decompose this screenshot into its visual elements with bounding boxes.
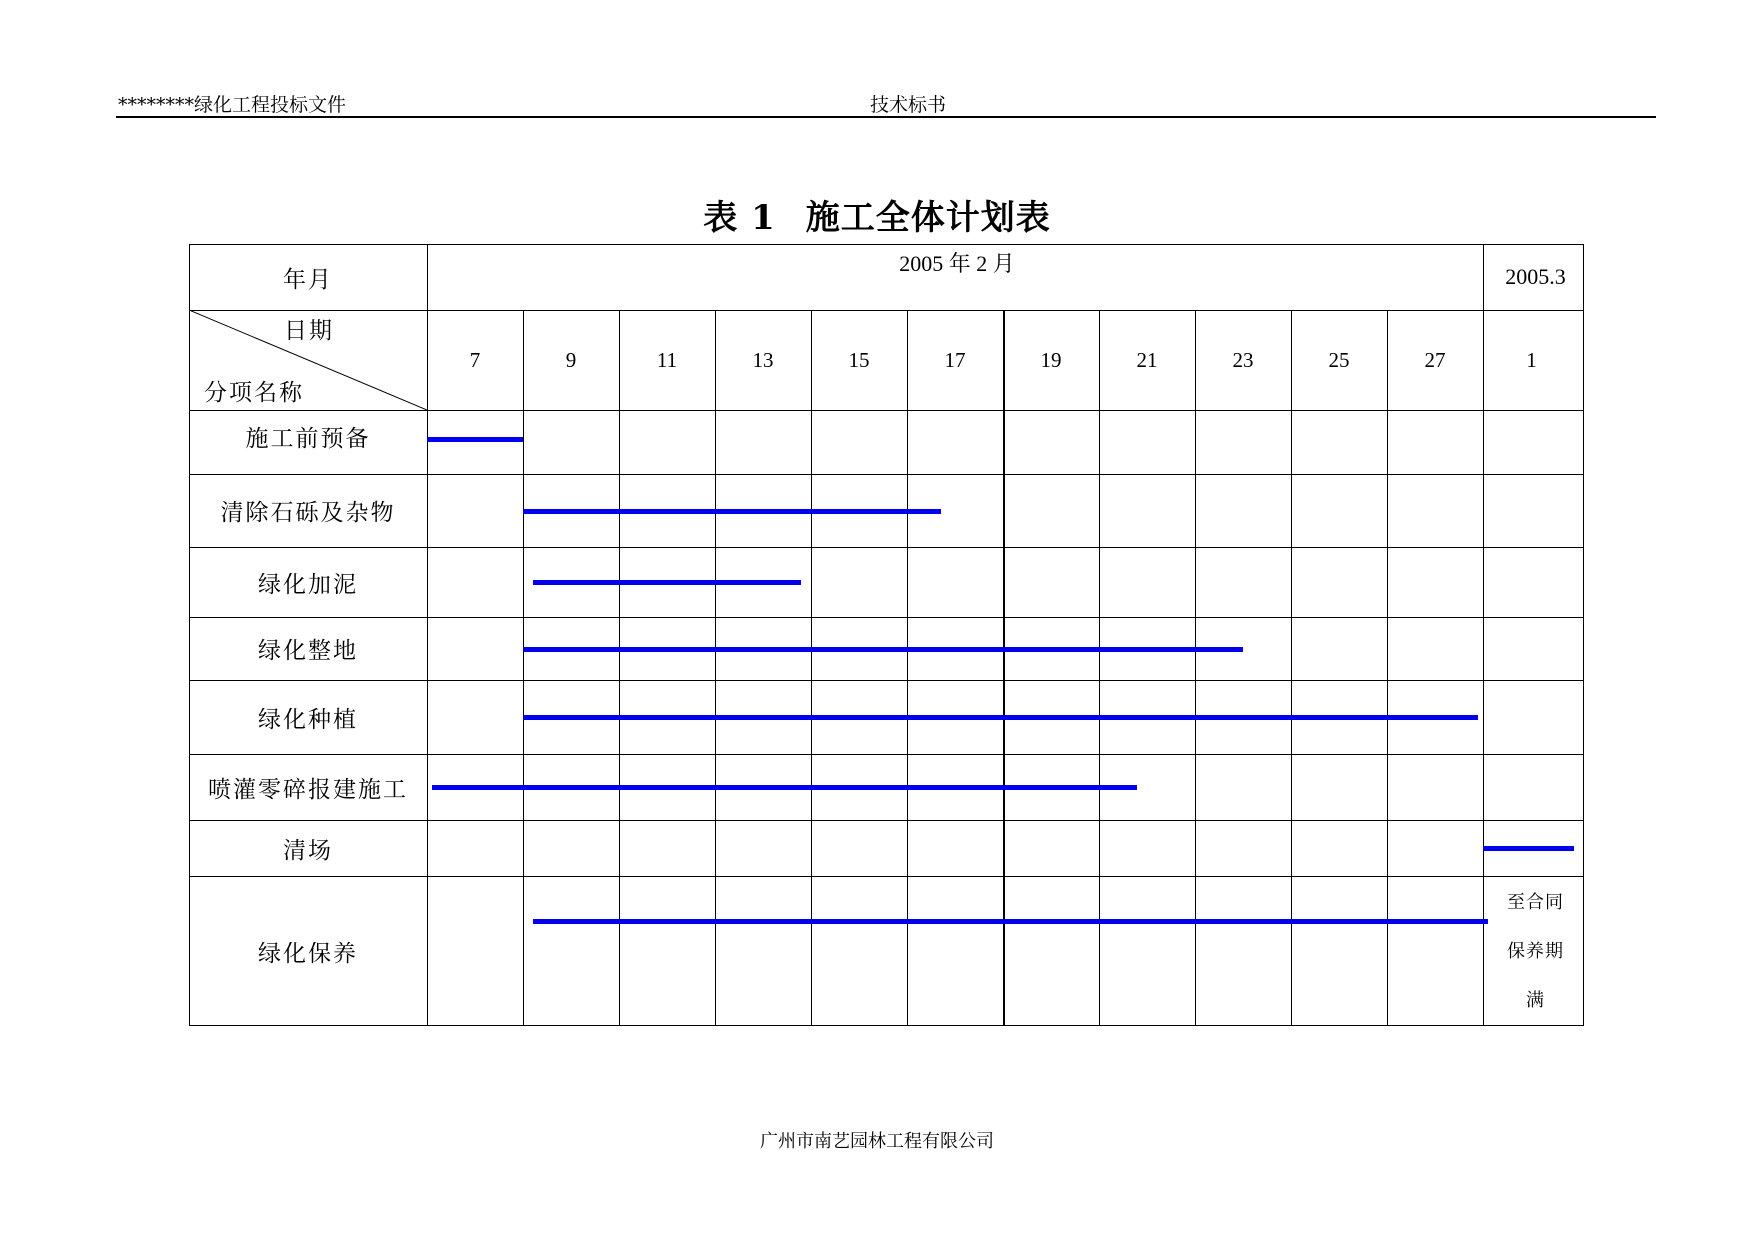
date-header: 7	[469, 347, 481, 372]
header-rule	[116, 116, 1656, 118]
title-main: 施工全体计划表	[805, 198, 1051, 238]
task-name: 绿化种植	[258, 706, 358, 733]
page-title	[0, 190, 1754, 239]
schedule-table	[189, 244, 1584, 1026]
date-header: 25	[1328, 347, 1350, 372]
date-header: 11	[656, 347, 678, 372]
year-month-label: 年月	[283, 266, 333, 293]
maintenance-note-line: 至合同	[1507, 892, 1564, 913]
date-header: 17	[944, 347, 966, 372]
gantt-bar	[523, 509, 941, 514]
gantt-bar	[427, 437, 523, 442]
header-document-name: ********绿化工程投标文件	[118, 94, 347, 116]
maintenance-note-line: 保养期	[1507, 941, 1564, 962]
date-header: 19	[1040, 347, 1062, 372]
task-name: 喷灌零碎报建施工	[208, 776, 408, 803]
footer-company: 广州市南艺园林工程有限公司	[760, 1131, 994, 1152]
gantt-bar	[533, 580, 802, 585]
month-next-label: 2005.3	[1505, 264, 1566, 289]
task-name: 绿化整地	[258, 638, 358, 664]
date-header: 1	[1526, 347, 1537, 372]
date-header: 13	[752, 347, 774, 372]
task-name: 清场	[283, 837, 333, 864]
gantt-bar	[533, 919, 1488, 924]
task-name: 清除石砾及杂物	[220, 500, 396, 526]
date-header: 15	[848, 347, 870, 372]
gantt-bar	[523, 647, 1243, 652]
task-name: 施工前预备	[245, 426, 371, 452]
task-name: 绿化加泥	[258, 571, 358, 598]
date-header: 23	[1232, 347, 1254, 372]
grid-vline	[523, 310, 524, 1026]
header-section: 技术标书	[870, 94, 947, 116]
month-main-label: 2005 年 2 月	[899, 250, 1015, 276]
title-prefix: 表 1	[703, 198, 776, 238]
date-header: 9	[565, 347, 577, 372]
maintenance-note-line: 满	[1526, 990, 1545, 1011]
grid-hline	[189, 244, 1584, 245]
date-header: 21	[1136, 347, 1158, 372]
gantt-bar	[1483, 846, 1574, 851]
gantt-bar	[523, 715, 1478, 720]
date-header: 27	[1424, 347, 1446, 372]
task-name: 绿化保养	[258, 940, 358, 967]
diagonal-date-label: 日期	[284, 317, 334, 344]
diagonal-item-label: 分项名称	[204, 379, 304, 406]
gantt-bar	[432, 785, 1138, 790]
